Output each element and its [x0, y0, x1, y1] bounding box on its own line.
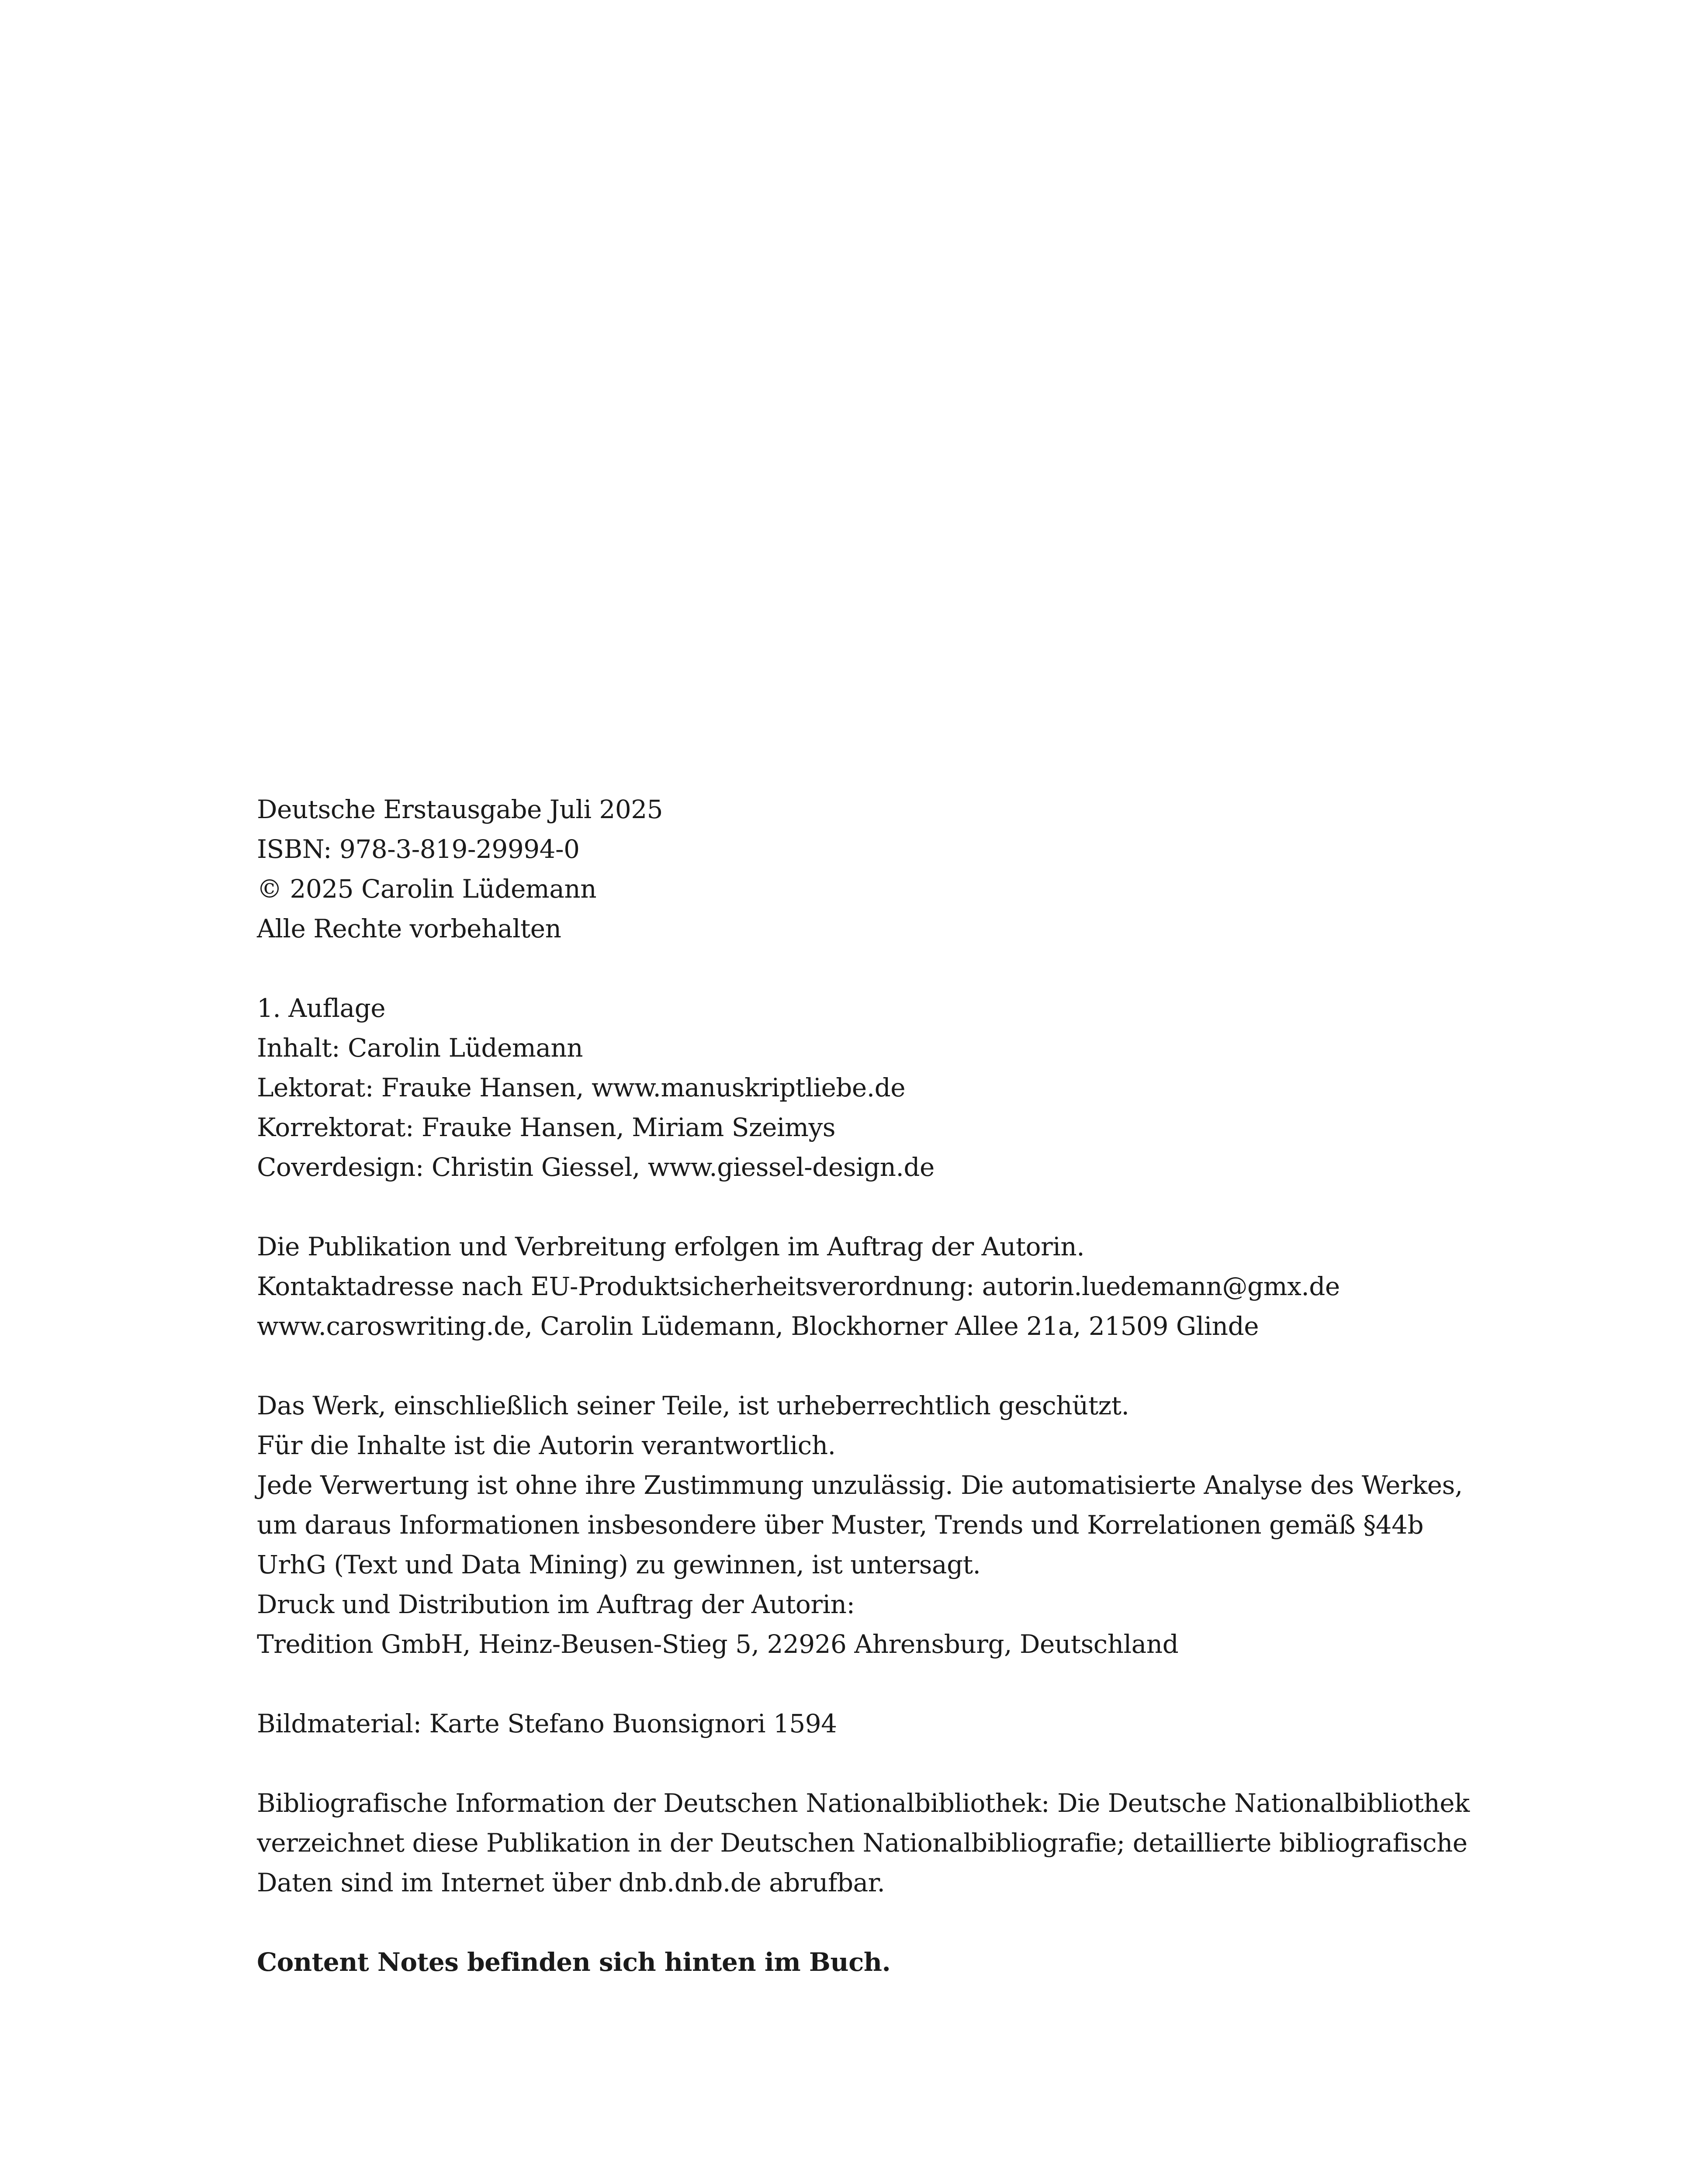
copyright-line: © 2025 Carolin Lüdemann: [257, 874, 597, 904]
bibliographic-info-line: verzeichnet diese Publikation in der Deutschen Nationalbibliografie; detaillierte bibliografische: [257, 1828, 1468, 1858]
responsibility-line: Für die Inhalte ist die Autorin verantwortlich.: [257, 1431, 836, 1460]
edition-block: [257, 790, 1445, 949]
content-notes-block: [257, 1942, 1445, 1982]
distribution-line: Druck und Distribution im Auftrag der Autorin:: [257, 1590, 855, 1619]
bibliographic-info-line: Bibliografische Information der Deutschen Nationalbibliothek: Die Deutsche Nationalbibliothek: [257, 1788, 1470, 1818]
contact-address-line: Kontaktadresse nach EU-Produktsicherheitsverordnung: autorin.luedemann@gmx.de: [257, 1272, 1340, 1301]
usage-restriction-line: Jede Verwertung ist ohne ihre Zustimmung unzulässig. Die automatisierte Analyse des Werkes,: [257, 1470, 1463, 1500]
edition-line: Deutsche Erstausgabe Juli 2025: [257, 795, 663, 824]
bibliographic-info-block: [257, 1783, 1470, 1903]
author-address-line: www.caroswriting.de, Carolin Lüdemann, Blockhorner Allee 21a, 21509 Glinde: [257, 1311, 1259, 1341]
isbn-line: ISBN: 978-3-819-29994-0: [257, 834, 580, 864]
imprint-text: [257, 790, 1470, 2022]
printer-address-line: Tredition GmbH, Heinz-Beusen-Stieg 5, 22926 Ahrensburg, Deutschland: [257, 1629, 1179, 1659]
content-credit-line: Inhalt: Carolin Lüdemann: [257, 1033, 583, 1063]
credits-block: [257, 988, 1445, 1187]
bibliographic-info-line: Daten sind im Internet über dnb.dnb.de abrufbar.: [257, 1868, 885, 1897]
proofreading-credit-line: Korrektorat: Frauke Hansen, Miriam Szeimys: [257, 1113, 835, 1142]
copyright-notice-block: [257, 1386, 1463, 1664]
content-notes-line: Content Notes befinden sich hinten im Buch.: [257, 1947, 891, 1977]
cover-design-credit-line: Coverdesign: Christin Giessel, www.giessel-design.de: [257, 1152, 935, 1182]
usage-restriction-line: UrhG (Text und Data Mining) zu gewinnen, ist untersagt.: [257, 1550, 981, 1579]
image-credit-line: Bildmaterial: Karte Stefano Buonsignori 1594: [257, 1709, 837, 1738]
image-credit-block: [257, 1704, 1445, 1744]
copyright-notice-line: Das Werk, einschließlich seiner Teile, ist urheberrechtlich geschützt.: [257, 1391, 1129, 1420]
usage-restriction-line: um daraus Informationen insbesondere über Muster, Trends und Korrelationen gemäß §44b: [257, 1510, 1424, 1540]
editing-credit-line: Lektorat: Frauke Hansen, www.manuskriptliebe.de: [257, 1073, 906, 1102]
print-run-line: 1. Auflage: [257, 993, 386, 1023]
publication-line: Die Publikation und Verbreitung erfolgen im Auftrag der Autorin.: [257, 1232, 1085, 1261]
publication-contact-block: [257, 1227, 1445, 1346]
rights-line: Alle Rechte vorbehalten: [257, 914, 561, 943]
